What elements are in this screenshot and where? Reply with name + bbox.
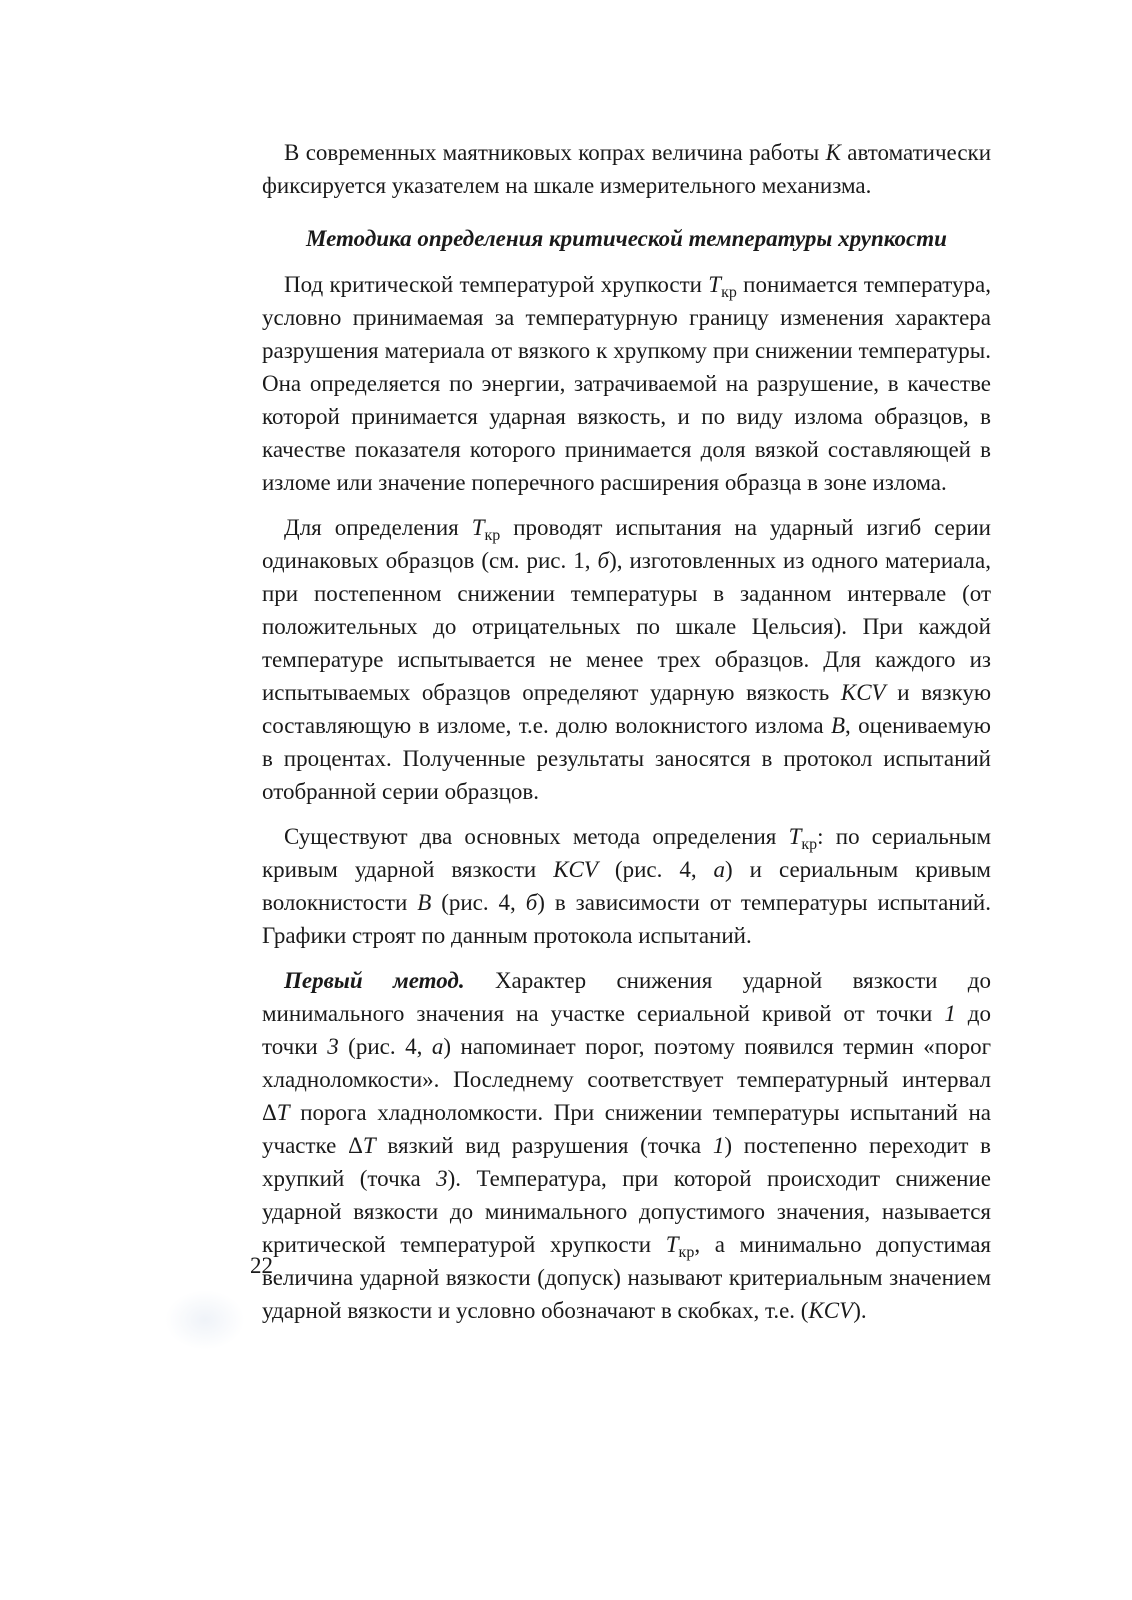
text-run: вязкий вид разрушения (точка bbox=[375, 1133, 713, 1158]
variable: K bbox=[825, 140, 841, 165]
text-run: проводят испытания на ударный изгиб серии одинаковых образцов (см. рис. 1, bbox=[262, 515, 991, 573]
variable: 3 bbox=[436, 1166, 448, 1191]
variable: KCV bbox=[808, 1298, 854, 1323]
subscript: кр bbox=[721, 284, 737, 301]
paragraph-3 bbox=[262, 511, 991, 808]
text-run: порога хладноломкости. При снижении температуры испытаний на участке Δ bbox=[262, 1100, 991, 1158]
variable: 1 bbox=[712, 1133, 725, 1158]
text-run: Характер снижения ударной вязкости до минимального значения на участке сериальной кривой от точки bbox=[262, 968, 991, 1026]
text-run: Существуют два основных метода определения bbox=[284, 824, 789, 849]
variable: 3 bbox=[327, 1034, 339, 1059]
text-run: : по сериальным кривым ударной вязкости bbox=[262, 824, 991, 882]
text-run: (рис. 4, bbox=[597, 857, 714, 882]
subscript: кр bbox=[678, 1244, 695, 1261]
body-text bbox=[262, 136, 991, 1327]
text-run: и вязкую составляющую в изломе, т.е. долю волокнистого излома bbox=[262, 680, 992, 738]
text-run: ) в зависимости от температуры испытаний. Графики строят по данным протокола испытаний. bbox=[262, 890, 991, 948]
text-run: ) и сериальным кривым волокнистости bbox=[262, 857, 991, 915]
text-run: ), изготовленных из одного материала, при постепенном снижении температуры в заданном интервале (от положительных до отрицательных по шкале Цельсия). При каждой температуре испытывается не менее трех образцов. Для каждого из испытываемых образцов определяют ударную вязкость bbox=[262, 548, 991, 705]
variable: T bbox=[788, 824, 802, 849]
subscript: кр bbox=[484, 527, 501, 544]
variable: B bbox=[830, 713, 845, 738]
variable: а bbox=[713, 857, 726, 882]
variable: T bbox=[362, 1133, 376, 1158]
text-run: (рис. 4, bbox=[338, 1034, 432, 1059]
paragraph-4 bbox=[262, 820, 991, 952]
text-run: понимается температура, условно принимаемая за температурную границу изменения характера разрушения материала от вязкого к хрупкому при снижении температуры. Она определяется по энергии, затрачиваемой на разрушение, в качестве которой принимается ударная вязкость, и по виду излома образцов, в качестве показателя которого принимается доля вязкой составляющей в изломе или значение поперечного расширения образца в зоне излома. bbox=[262, 272, 991, 495]
text-run: , оцениваемую в процентах. Полученные результаты заносятся в протокол испытаний отобранной серии образцов. bbox=[262, 713, 991, 804]
scan-smudge bbox=[165, 1290, 245, 1350]
text-run: В современных маятниковых копрах величина работы bbox=[284, 140, 826, 165]
text-run: ). Температура, при которой происходит снижение ударной вязкости до минимального допустимого значения, называется критической температурой хрупкости bbox=[262, 1166, 991, 1257]
text-run: Под критической температурой хрупкости bbox=[284, 272, 709, 297]
page-number: 22 bbox=[250, 1253, 273, 1278]
subscript: кр bbox=[801, 836, 818, 853]
text-run: , а минимально допустимая величина ударной вязкости (допуск) называют критериальным значением ударной вязкости и условно обозначают в скобках, т.е. ( bbox=[262, 1232, 991, 1323]
section-heading: Методика определения критической температуры хрупкости bbox=[306, 226, 947, 251]
paragraph-1 bbox=[262, 136, 991, 202]
variable: б bbox=[597, 548, 610, 573]
variable: T bbox=[708, 272, 722, 297]
variable: KCV bbox=[840, 680, 886, 705]
text-run: ) постепенно переходит в хрупкий (точка bbox=[262, 1133, 992, 1191]
variable: B bbox=[417, 890, 432, 915]
variable: T bbox=[276, 1100, 290, 1125]
paragraph-2 bbox=[262, 268, 991, 499]
variable: T bbox=[665, 1232, 679, 1257]
text-run: (рис. 4, bbox=[431, 890, 526, 915]
text-run: до точки bbox=[262, 1001, 992, 1059]
text-run: Для определения bbox=[284, 515, 472, 540]
variable: б bbox=[525, 890, 538, 915]
variable: а bbox=[431, 1034, 444, 1059]
text-run: ). bbox=[853, 1298, 867, 1323]
text-run: автоматически фиксируется указателем на шкале измерительного механизма. bbox=[262, 140, 992, 198]
variable: T bbox=[471, 515, 485, 540]
run-in-heading: Первый метод. bbox=[284, 968, 465, 993]
paragraph-5 bbox=[262, 964, 991, 1327]
variable: 1 bbox=[944, 1001, 956, 1026]
variable: KCV bbox=[553, 857, 598, 882]
text-run: ) напоминает порог, поэтому появился термин «порог хладноломкости». Последнему соответствует температурный интервал Δ bbox=[262, 1034, 991, 1125]
